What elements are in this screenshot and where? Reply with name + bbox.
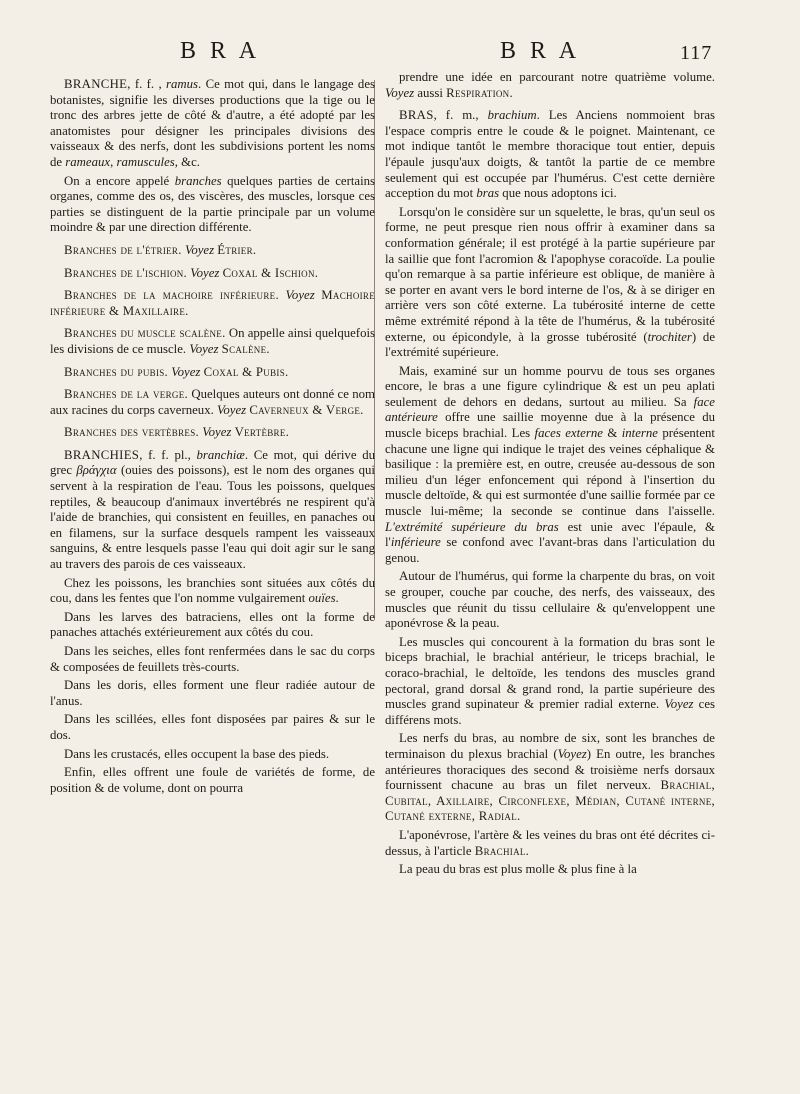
italic-text: ramus (166, 77, 199, 91)
running-head-left: B R A (180, 38, 261, 64)
right-paragraph (385, 635, 715, 729)
small-caps-text: Branches du pubis. (64, 364, 169, 379)
body-text: . Ce mot qui, dans le langage des botanistes, signifie les diverses productions que la tige ou le tronc des arbres jette de côté & d'autre, a été adopté par les anatomistes pour désigner les principales divisions des vaisseaux & des nerfs, dont les subdivisions portent les noms de (50, 77, 375, 169)
small-caps-text: Coxal & Ischion. (222, 265, 319, 280)
italic-text: face antérieure (385, 394, 715, 425)
right-paragraph (385, 862, 715, 878)
body-text: offre une saillie moyenne due à la présence du muscle biceps brachial. Les (385, 410, 715, 441)
small-caps-text: Branches de l'étrier. (64, 242, 182, 257)
running-head (0, 28, 800, 68)
body-text: Dans les crustacés, elles occupent la base des pieds. (64, 746, 330, 761)
body-text: Dans les doris, elles forment une fleur radiée autour de l'anus. (50, 678, 375, 708)
body-text: , (110, 154, 117, 169)
italic-text: faces externe (534, 426, 603, 441)
body-text: que nous adoptons ici. (499, 186, 617, 201)
left-paragraph (50, 765, 375, 796)
italic-text: bras (476, 186, 500, 201)
small-caps-text: Coxal & Pubis. (203, 364, 289, 379)
right-paragraph (385, 569, 715, 631)
italic-text: Voyez (664, 697, 694, 712)
italic-text: Voyez (202, 425, 232, 440)
body-text: . Les Anciens nommoient bras l'espace compris entre le coude & le poignet. Maintenant, ce mot indique tantôt le membre thoracique tout entier, depuis l'épaule jusqu'aux doigts, & tantôt la partie de ce membre seulement qui est occupée par l'humérus. C'est cette dernière acception du mot (385, 108, 715, 201)
left-paragraph (50, 288, 375, 319)
body-text: Dans les larves des batraciens, elles ont la forme de panaches attachés extérieurement aux côtés du cou. (50, 609, 375, 640)
right-paragraph (385, 828, 715, 859)
body-text: La peau du bras est plus molle & plus fine à la (399, 862, 637, 877)
italic-text: Voyez (385, 85, 415, 100)
body-text: est unie avec l'épaule, & l' (385, 519, 715, 550)
body-text: prendre une idée en parcourant notre quatrième volume. (399, 70, 715, 84)
body-text: On a encore appelé (64, 173, 175, 188)
right-paragraph (385, 70, 715, 101)
body-text: Autour de l'humérus, qui forme la charpente du bras, on voit se grouper, couche par couche, des nerfs, des vaisseaux, des muscles que réunit du tissu cellulaire & qu'enveloppent une aponévrose & la peau. (385, 569, 715, 631)
body-text: ) En outre, les branches antérieures thoraciques des second & troisième nerfs dorsaux fournissent chacune au bras un filet nerveux. (385, 746, 715, 793)
small-caps-text: Branches des vertèbres. (64, 425, 200, 440)
italic-text: ouïes (308, 591, 336, 606)
body-text: ces différens mots. (385, 697, 715, 727)
body-text: aussi (414, 85, 447, 100)
italic-text: Voyez (189, 341, 219, 356)
italic-text: Voyez (285, 288, 315, 303)
body-text: L'aponévrose, l'artère & les veines du bras ont été décrites ci-dessus, à l'article (385, 827, 715, 858)
body-text: . Ce mot, qui dérive du grec (50, 447, 375, 478)
small-caps-text: Brachial, Cubital, Axillaire, Circonflexe, Médian, Cutané interne, Cutané externe, Radial. (385, 778, 715, 824)
left-paragraph (50, 712, 375, 743)
left-paragraph (50, 644, 375, 675)
running-head-right: B R A (500, 38, 581, 64)
body-text: , &c. (174, 154, 200, 169)
left-paragraph (50, 77, 375, 171)
italic-text: Voyez (171, 364, 201, 379)
body-text: On appelle ainsi quelquefois les divisions de ce muscle. (50, 326, 376, 356)
body-text: Lorsqu'on le considère sur un squelette, le bras, qu'un seul os forme, ne peut presque rien nous offrir à examiner dans sa conformation générale; il est protégé à la partie supérieure par la saillie que font l'acromion & l'apophyse coracoïde. La poulie qu'on remarque à sa partie inférieure est oblique, de manière à se porter en avant vers le bord interne de l'os, & à se diriger en arrière vers son côté externe. La tubérosité interne de cette même extrémité répond à la tête de l'humérus, & la tubérosité externe, ou épicondyle, à la grosse tubérosité ( (385, 204, 715, 344)
body-text: , f. f. pl., (139, 447, 197, 462)
body-text: & (602, 426, 622, 441)
italic-text: brachium (487, 108, 537, 123)
italic-text: Voyez (217, 402, 247, 417)
left-paragraph (50, 610, 375, 641)
left-paragraph (50, 174, 375, 236)
italic-text: trochiter (647, 329, 692, 344)
left-paragraph (50, 326, 375, 357)
right-column (385, 70, 715, 881)
entry-headword: BRAS (399, 108, 434, 123)
left-paragraph (50, 365, 375, 381)
body-text: , f. f. , (127, 77, 167, 91)
left-paragraph (50, 678, 375, 709)
left-paragraph (50, 243, 375, 259)
italic-text: interne (621, 426, 658, 441)
right-paragraph (385, 205, 715, 361)
italic-text: Voyez (557, 746, 587, 761)
italic-text: Voyez (184, 242, 215, 257)
right-paragraph (385, 731, 715, 825)
body-text: présentent chacune une ligne qui indique le trajet des veines céphalique & basilique : la première est, en outre, creusée au-dessous de son milieu d'un léger enfoncement qui répond à l'insertion du muscle deltoïde, & qui est surmontée d'une saillie formée par ce muscle lui-même; la seconde se continue dans l'aisselle. (385, 426, 715, 519)
body-text: . (335, 591, 339, 606)
entry-headword: BRANCHE (64, 77, 128, 91)
body-text: ) de l'extrémité supérieure. (385, 329, 715, 360)
small-caps-text: Machoire inférieure & Maxillaire. (50, 288, 376, 318)
small-caps-text: Scalène. (221, 341, 270, 356)
left-paragraph (50, 448, 375, 573)
small-caps-text: Vertèbre. (234, 425, 290, 440)
small-caps-text: Branches de la verge. (64, 387, 189, 402)
body-text: (ouies des poissons), est le nom des organes qui servent à la respiration de l'eau. Tous les poissons, quelques reptiles, & beaucoup d'animaux invertébrés ne respirent qu'à l'aide de branchies, qui consistent en feuilles, en panaches ou en filamens, sur la surface desquels rampent les vaisseaux sanguins, & entre lesquels passe l'eau qui doit agir sur le sang au travers des parois de ces vaisseaux. (50, 463, 375, 572)
body-text: Dans les scillées, elles font disposées par paires & sur le dos. (50, 712, 375, 742)
italic-text: branches (174, 173, 222, 188)
body-text: , f. m., (433, 108, 488, 123)
left-paragraph (50, 425, 375, 441)
italic-text: rameaux (65, 154, 111, 169)
greek-word: βράγχια (76, 463, 117, 478)
italic-text: inférieure (390, 535, 441, 550)
small-caps-text: Branches de l'ischion. (64, 265, 188, 280)
small-caps-text: Branches du muscle scalène. (64, 326, 226, 341)
body-text: Enfin, elles offrent une foule de variétés de forme, de position & de volume, dont on pourra (50, 765, 375, 795)
body-text: Chez les poissons, les branchies sont situées aux côtés du cou, dans les fentes que l'on nomme vulgairement (50, 575, 375, 606)
italic-text: L'extrémité supérieure du bras (385, 519, 559, 534)
page-number: 117 (680, 42, 713, 64)
body-text: Les nerfs du bras, au nombre de six, sont les branches de terminaison du plexus brachial ( (385, 731, 715, 761)
small-caps-text: Étrier. (217, 242, 257, 257)
body-text: se confond avec l'avant-bras dans l'articulation du genou. (385, 535, 715, 565)
body-text: Mais, examiné sur un homme pourvu de tous ses organes encore, le bras a une figure cylindrique & est un peu aplati seulement de dehors en dedans, surtout au milieu. Sa (385, 363, 715, 409)
left-paragraph (50, 266, 375, 282)
left-paragraph (50, 747, 375, 763)
left-paragraph (50, 387, 375, 418)
body-text: Quelques auteurs ont donné ce nom aux racines du corps caverneux. (50, 387, 375, 417)
small-caps-text: Caverneux & Verge. (249, 402, 364, 417)
body-text: quelques parties de certains organes, comme des os, des viscères, des muscles, lorsque ces parties se distinguent de la partie principale par un volume moindre & par une direction différente. (50, 173, 376, 235)
body-text: Dans les seiches, elles font renfermées dans le sac du corps & composées de feuillets très-courts. (50, 644, 375, 674)
entry-headword: BRANCHIES (64, 447, 140, 462)
body-text: Les muscles qui concourent à la formation du bras sont le biceps brachial, le brachial antérieur, le triceps brachial, le coraco-brachial, le deltoïde, les tendons des muscles grand pectoral, grand dorsal & grand rond, la partie supérieure des muscles grand supinateur & premier radial externe. (385, 634, 715, 712)
italic-text: Voyez (190, 265, 220, 280)
small-caps-text: Respiration. (446, 85, 513, 100)
right-paragraph (385, 108, 715, 202)
left-paragraph (50, 576, 375, 607)
italic-text: branchiæ (196, 447, 245, 462)
italic-text: ramuscules (116, 154, 175, 169)
right-paragraph (385, 364, 715, 567)
small-caps-text: Branches de la machoire inférieure. (64, 288, 279, 303)
small-caps-text: Brachial. (474, 843, 530, 858)
left-column (50, 70, 375, 799)
